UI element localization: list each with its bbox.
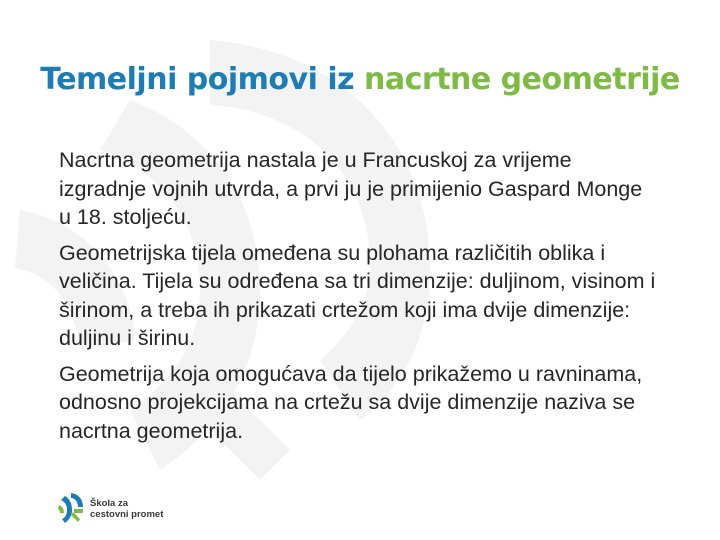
paragraph-definition: Geometrija koja omogućava da tijelo prikažemo u ravninama, odnosno projekcijama na crtežu sa dvije dimenzije naziva se nacrtna geometrija.: [59, 361, 643, 443]
title-part-secondary: nacrtne geometrije: [364, 62, 680, 97]
school-logo-icon: [58, 492, 84, 526]
title-part-primary: Temeljni pojmovi iz: [40, 62, 365, 97]
school-name-line-1: Škola za: [90, 498, 129, 509]
slide-body: [59, 146, 659, 452]
paragraph-history: Nacrtna geometrija nastala je u Francuskoj za vrijeme izgradnje vojnih utvrda, a prvi ju je primijenio Gaspard Monge u 18. stoljeću.: [59, 148, 643, 229]
school-logo: [58, 492, 163, 526]
slide-title: [0, 62, 720, 97]
school-name: [90, 498, 163, 520]
school-name-line-2: cestovni promet: [90, 509, 164, 520]
paragraph-dimensions: Geometrijska tijela omeđena su plohama različitih oblika i veličina. Tijela su određena sa tri dimenzije: duljinom, visinom i širinom, a treba ih prikazati crtežom koji ima dvije dimenzije: duljinu i širinu.: [59, 240, 656, 350]
